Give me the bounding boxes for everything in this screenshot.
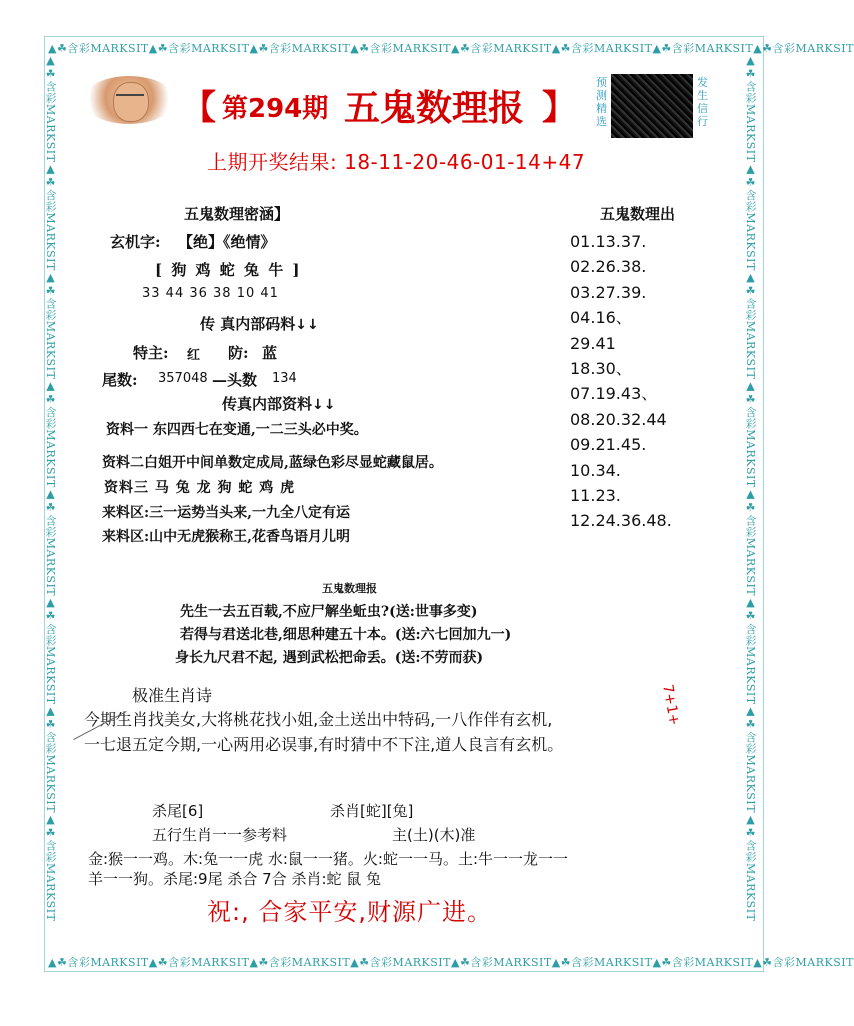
blessing-text: 祝:, 合家平安,财源广进。 — [207, 898, 492, 926]
kill-zodiac: 杀肖[蛇][兔] — [330, 802, 414, 820]
head-value: 134 — [272, 371, 297, 386]
riddle-line-3: 身长九尺君不起, 遇到武松把命丢。(送:不劳而获) — [175, 650, 484, 666]
list-item: 01.13.37. — [570, 232, 647, 251]
handwritten-note: 7+1+ — [659, 683, 683, 727]
elements-line-1: 金:猴一一鸡。木:兔一一虎 水:鼠一一猪。火:蛇一一马。土:牛一一龙一一 — [88, 850, 569, 868]
newspaper-title — [182, 78, 582, 129]
poem-line-2: 一七退五定今期,一心两用必误事,有时猜中不下注,道人良言有玄机。 — [84, 735, 564, 754]
mystic-value: 【绝】《绝情》 — [178, 233, 276, 251]
border-pattern-bottom: ▲☘含彩MARKSIT▲☘含彩MARKSIT▲☘含彩MARKSIT▲☘含彩MARKSIT▲☘含彩MARKSIT▲☘含彩MARKSIT▲☘含彩MARKSIT▲☘含彩MARKSIT — [48, 956, 854, 969]
list-item: 11.23. — [570, 485, 621, 505]
list-item: 29.41 — [570, 333, 616, 353]
tail-value: 357048 — [158, 371, 208, 386]
list-item: 02.26.38. — [570, 257, 647, 277]
fax-code-text: 传 真内部码料 — [200, 315, 296, 333]
data-line-1: 资料一 东四西七在变通,一二三头必中奖。 — [106, 422, 368, 438]
side-tag-right: 发生信行 — [697, 76, 708, 128]
list-item: 04.16、 — [570, 308, 632, 328]
numbers-line: 33 44 36 38 10 41 — [142, 286, 279, 301]
right-heading: 五鬼数理出 — [600, 205, 676, 223]
list-item: 07.19.43、 — [570, 384, 658, 404]
main-element: 主(土)(木)准 — [392, 826, 476, 844]
head-label: —头数 — [212, 371, 258, 389]
title-bracket-right: 】 — [542, 88, 576, 128]
elements-line-2: 羊一一狗。杀尾:9尾 杀合 7合 杀肖:蛇 鼠 兔 — [88, 870, 382, 888]
last-draw-result: 上期开奖结果: 18-11-20-46-01-14+47 — [207, 150, 586, 174]
defense-label: 防: — [228, 344, 249, 362]
paper-name: 五鬼数理报 — [344, 87, 525, 129]
border-pattern-top: ▲☘含彩MARKSIT▲☘含彩MARKSIT▲☘含彩MARKSIT▲☘含彩MARKSIT▲☘含彩MARKSIT▲☘含彩MARKSIT▲☘含彩MARKSIT▲☘含彩MARKSIT — [48, 42, 854, 55]
list-item: 08.20.32.44 — [570, 409, 667, 429]
special-main-label: 特主: — [133, 344, 169, 362]
special-main-value: 红 — [187, 348, 201, 363]
side-tag-left: 预测精选 — [596, 76, 607, 128]
fax-data-heading — [222, 393, 335, 414]
qr-code-image — [611, 74, 693, 138]
defense-value: 蓝 — [262, 344, 278, 362]
number-list — [570, 229, 710, 534]
poem-line-1: 今期生肖找美女,大将桃花找小姐,金土送出中特码,一八作伴有玄机, — [84, 710, 553, 729]
riddle-line-2: 若得与君送北巷,细思种建五十本。(送:六七回加九一) — [180, 627, 512, 643]
tail-label: 尾数: — [102, 371, 138, 389]
list-item: 03.27.39. — [570, 282, 647, 302]
left-heading: 五鬼数理密涵】 — [184, 205, 290, 223]
list-item: 18.30、 — [570, 358, 632, 378]
list-item: 12.24.36.48. — [570, 511, 672, 531]
five-elements-heading: 五行生肖一一参考料 — [152, 826, 288, 844]
source-line-1: 来料区:三一运势当头来,一九全八定有运 — [102, 505, 351, 521]
glasses-shape — [116, 94, 144, 102]
title-bracket-left: 【 — [182, 88, 216, 128]
face-shape — [113, 82, 149, 122]
data-line-3: 资料三 马 兔 龙 狗 蛇 鸡 虎 — [104, 480, 296, 496]
zodiac-line: [ 狗 鸡 蛇 兔 牛 ] — [155, 261, 302, 279]
portrait-image — [83, 76, 175, 124]
source-line-2: 来料区:山中无虎猴称王,花香鸟语月儿明 — [102, 529, 351, 545]
list-item: 10.34. — [570, 460, 621, 480]
border-pattern-left: ▲☘含彩MARKSIT▲☘含彩MARKSIT▲☘含彩MARKSIT▲☘含彩MARKSIT▲☘含彩MARKSIT▲☘含彩MARKSIT▲☘含彩MARKSIT▲☘含彩MARKSIT — [44, 54, 57, 922]
fax-data-text: 传真内部资料 — [222, 395, 313, 413]
down-arrows-icon: ↓↓ — [312, 397, 336, 413]
data-line-2: 资料二白姐开中间单数定成局,蓝绿色彩尽显蛇藏鼠居。 — [102, 455, 443, 471]
fax-code-heading — [200, 313, 319, 334]
issue-number: 第294期 — [222, 94, 329, 124]
mystic-label: 玄机字: — [110, 233, 161, 251]
list-item: 09.21.45. — [570, 435, 647, 455]
kill-tail: 杀尾[6] — [152, 802, 204, 820]
mid-small-heading: 五鬼数理报 — [322, 582, 377, 595]
border-pattern-right: ▲☘含彩MARKSIT▲☘含彩MARKSIT▲☘含彩MARKSIT▲☘含彩MARKSIT▲☘含彩MARKSIT▲☘含彩MARKSIT▲☘含彩MARKSIT▲☘含彩MARKSIT — [744, 54, 757, 922]
down-arrows-icon: ↓↓ — [295, 317, 319, 333]
riddle-line-1: 先生一去五百载,不应尸解坐蚯虫?(送:世事多变) — [180, 604, 478, 620]
poem-title: 极准生肖诗 — [132, 686, 213, 705]
